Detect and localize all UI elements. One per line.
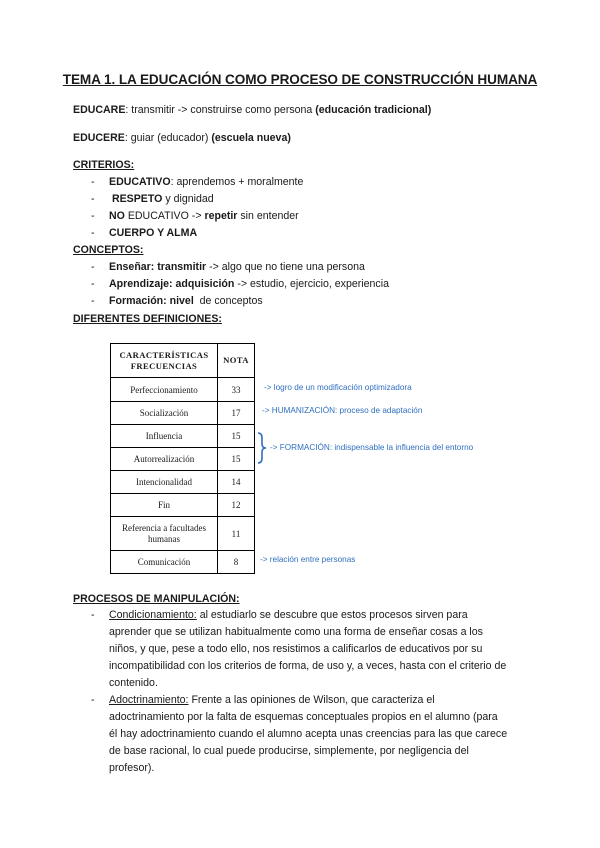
- term-condicionamiento: Condicionamiento:: [109, 609, 197, 621]
- cell-name: Autorrealización: [111, 448, 218, 471]
- list-item: [91, 260, 365, 274]
- educare-text: : transmitir -> construirse como persona: [125, 104, 316, 116]
- cell-nota: 14: [218, 471, 255, 494]
- cell-nota: 15: [218, 425, 255, 448]
- dash-bullet: -: [91, 227, 95, 239]
- para-line: contenido.: [109, 677, 158, 689]
- note-comunicacion: -> relación entre personas: [260, 555, 356, 564]
- paragraph-condicionamiento: [91, 607, 521, 692]
- educare-tag: (educación tradicional): [315, 104, 432, 116]
- note-formacion: -> FORMACIÓN: indispensable la influencia del entorno: [270, 443, 474, 452]
- cell-name: Perfeccionamiento: [111, 378, 218, 402]
- educere-line: [73, 131, 291, 145]
- list-item: [91, 192, 214, 206]
- header-caracteristicas: CARACTERÍSTICAS FRECUENCIAS: [111, 344, 218, 378]
- para-line: adoctrinamiento por la falta de esquemas conceptuales propios en el alumno (para: [109, 711, 498, 723]
- dash-bullet: -: [91, 295, 95, 307]
- table-row: [111, 378, 255, 402]
- item-bold: CUERPO Y ALMA: [109, 227, 198, 239]
- list-item: [91, 209, 299, 223]
- para-line: aprender que se utilizan habitualmente como una forma de enseñar cosas a los: [109, 626, 483, 638]
- item-text: -> algo que no tiene una persona: [206, 261, 365, 273]
- dash-bullet: -: [91, 261, 95, 273]
- note-socializacion: -> HUMANIZACIÓN: proceso de adaptación: [262, 406, 423, 415]
- dash-bullet: -: [91, 210, 95, 222]
- item-bold-2: repetir: [204, 210, 238, 222]
- definiciones-heading: DIFERENTES DEFINICIONES:: [73, 313, 222, 325]
- para-line: incompatibilidad con los criterios de forma, de uso y, a veces, hasta con el criterio de: [109, 660, 507, 672]
- cell-name: Socialización: [111, 402, 218, 425]
- dash-bullet: -: [91, 176, 95, 188]
- item-bold: Formación: nivel: [109, 295, 194, 307]
- item-text-2: sin entender: [237, 210, 299, 222]
- item-text: : aprendemos + moralmente: [170, 176, 304, 188]
- item-bold: NO: [109, 210, 125, 222]
- para-line: niños, y que, pese a todo ello, nos resistimos a calificarlos de educativos por su: [109, 643, 483, 655]
- item-bold: RESPETO: [109, 193, 163, 205]
- table-row: [111, 517, 255, 551]
- dash-bullet: -: [91, 609, 95, 621]
- list-item: [91, 277, 389, 291]
- table-row: [111, 471, 255, 494]
- header-nota: NOTA: [218, 344, 255, 378]
- educere-term: EDUCERE: [73, 132, 125, 144]
- dash-bullet: -: [91, 278, 95, 290]
- table-row: [111, 402, 255, 425]
- cell-name: Comunicación: [111, 551, 218, 574]
- item-text: -> estudio, ejercicio, experiencia: [234, 278, 389, 290]
- dash-bullet: -: [91, 694, 95, 706]
- list-item: [91, 294, 263, 308]
- para-line: de base racional, lo cual puede producirse, simplemente, por negligencia del: [109, 745, 469, 757]
- procesos-heading: PROCESOS DE MANIPULACIÓN:: [73, 593, 240, 605]
- list-item: [91, 175, 304, 189]
- educare-line: [73, 103, 431, 117]
- cell-name: Referencia a facultades humanas: [111, 517, 218, 551]
- paragraph-adoctrinamiento: [91, 692, 521, 777]
- definitions-table: [110, 343, 255, 574]
- cell-nota: 8: [218, 551, 255, 574]
- curly-brace-icon: [256, 432, 268, 464]
- cell-nota: 11: [218, 517, 255, 551]
- item-text: EDUCATIVO ->: [124, 210, 205, 222]
- cell-nota: 33: [218, 378, 255, 402]
- item-bold: Enseñar: transmitir: [109, 261, 207, 273]
- table-row: [111, 448, 255, 471]
- note-perfeccionamiento: -> logro de un modificación optimizadora: [264, 383, 412, 392]
- item-text: de conceptos: [193, 295, 263, 307]
- para-line: profesor).: [109, 762, 155, 774]
- cell-name: Intencionalidad: [111, 471, 218, 494]
- cell-name: Influencia: [111, 425, 218, 448]
- cell-name: Fin: [111, 494, 218, 517]
- conceptos-heading: CONCEPTOS:: [73, 244, 144, 256]
- cell-nota: 17: [218, 402, 255, 425]
- cell-nota: 15: [218, 448, 255, 471]
- table-row: [111, 494, 255, 517]
- educare-term: EDUCARE: [73, 104, 126, 116]
- item-bold: EDUCATIVO: [109, 176, 171, 188]
- item-bold: Aprendizaje: adquisición: [109, 278, 235, 290]
- cell-nota: 12: [218, 494, 255, 517]
- criterios-heading: CRITERIOS:: [73, 159, 135, 171]
- item-text: y dignidad: [162, 193, 214, 205]
- table-row: [111, 551, 255, 574]
- educere-tag: (escuela nueva): [211, 132, 291, 144]
- para-line: al estudiarlo se descubre que estos procesos sirven para: [196, 609, 468, 621]
- para-line: Frente a las opiniones de Wilson, que caracteriza el: [188, 694, 435, 706]
- table-row: [111, 425, 255, 448]
- para-line: él hay adoctrinamiento cuando el alumno acepta unas creencias para las que carece: [109, 728, 508, 740]
- page-title: TEMA 1. LA EDUCACIÓN COMO PROCESO DE CONSTRUCCIÓN HUMANA: [62, 72, 538, 87]
- dash-bullet: -: [91, 193, 95, 205]
- term-adoctrinamiento: Adoctrinamiento:: [109, 694, 189, 706]
- educere-text: : guiar (educador): [124, 132, 212, 144]
- list-item: [91, 226, 198, 240]
